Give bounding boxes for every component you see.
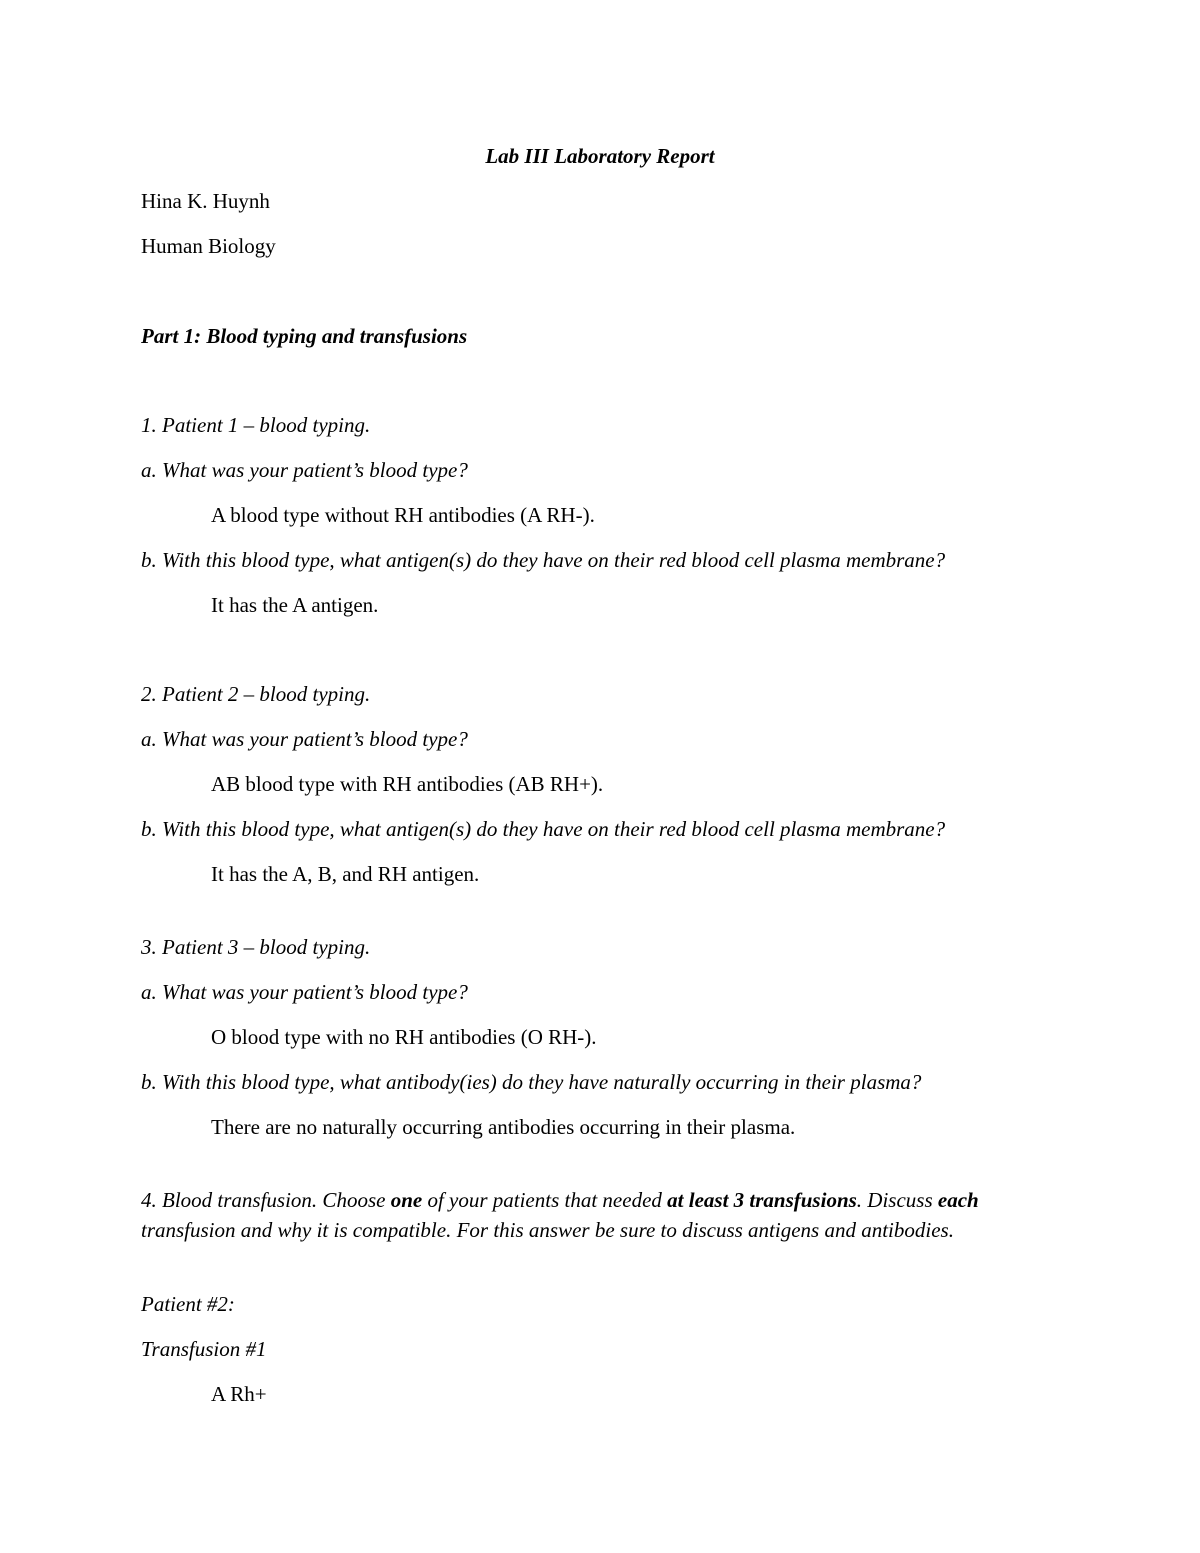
- q4-text: transfusion and why it is compatible. For this answer be sure to discuss antigens and antibodies.: [141, 1218, 954, 1242]
- q4-emphasis-each: each: [937, 1188, 979, 1212]
- patient3-question-b: b. With this blood type, what antibody(ies) do they have naturally occurring in their plasma?: [141, 1070, 922, 1094]
- patient1-heading: 1. Patient 1 – blood typing.: [141, 413, 371, 437]
- patient2-answer-a: AB blood type with RH antibodies (AB RH+).: [211, 772, 604, 796]
- patient2-question-b: b. With this blood type, what antigen(s) do they have on their red blood cell plasma membrane?: [141, 817, 946, 841]
- course-name: Human Biology: [141, 234, 276, 258]
- patient3-answer-b: There are no naturally occurring antibodies occurring in their plasma.: [211, 1115, 796, 1139]
- patient1-answer-b: It has the A antigen.: [211, 593, 379, 617]
- patient1-answer-a: A blood type without RH antibodies (A RH-).: [211, 503, 595, 527]
- q4-text: . Discuss: [856, 1188, 938, 1212]
- patient3-question-a: a. What was your patient’s blood type?: [141, 980, 468, 1004]
- q4-emphasis-at-least: at least 3 transfusions: [667, 1188, 857, 1212]
- q4-text: of your patients that needed: [422, 1188, 668, 1212]
- q4-emphasis-one: one: [390, 1188, 423, 1212]
- question4-paragraph: [141, 1185, 1041, 1245]
- patient3-heading: 3. Patient 3 – blood typing.: [141, 935, 371, 959]
- author-name: Hina K. Huynh: [141, 189, 270, 213]
- transfusion-label: Transfusion #1: [141, 1337, 267, 1361]
- patient1-question-a: a. What was your patient’s blood type?: [141, 458, 468, 482]
- part1-heading: Part 1: Blood typing and transfusions: [141, 324, 468, 348]
- patient3-answer-a: O blood type with no RH antibodies (O RH-).: [211, 1025, 597, 1049]
- patient1-question-b: b. With this blood type, what antigen(s) do they have on their red blood cell plasma membrane?: [141, 548, 946, 572]
- q4-text: 4. Blood transfusion. Choose: [141, 1188, 391, 1212]
- transfusion-value: A Rh+: [211, 1382, 267, 1406]
- patient2-heading: 2. Patient 2 – blood typing.: [141, 682, 371, 706]
- report-title: Lab III Laboratory Report: [485, 144, 715, 168]
- patient2-question-a: a. What was your patient’s blood type?: [141, 727, 468, 751]
- patient2-answer-b: It has the A, B, and RH antigen.: [211, 862, 480, 886]
- patient-label: Patient #2:: [141, 1292, 235, 1316]
